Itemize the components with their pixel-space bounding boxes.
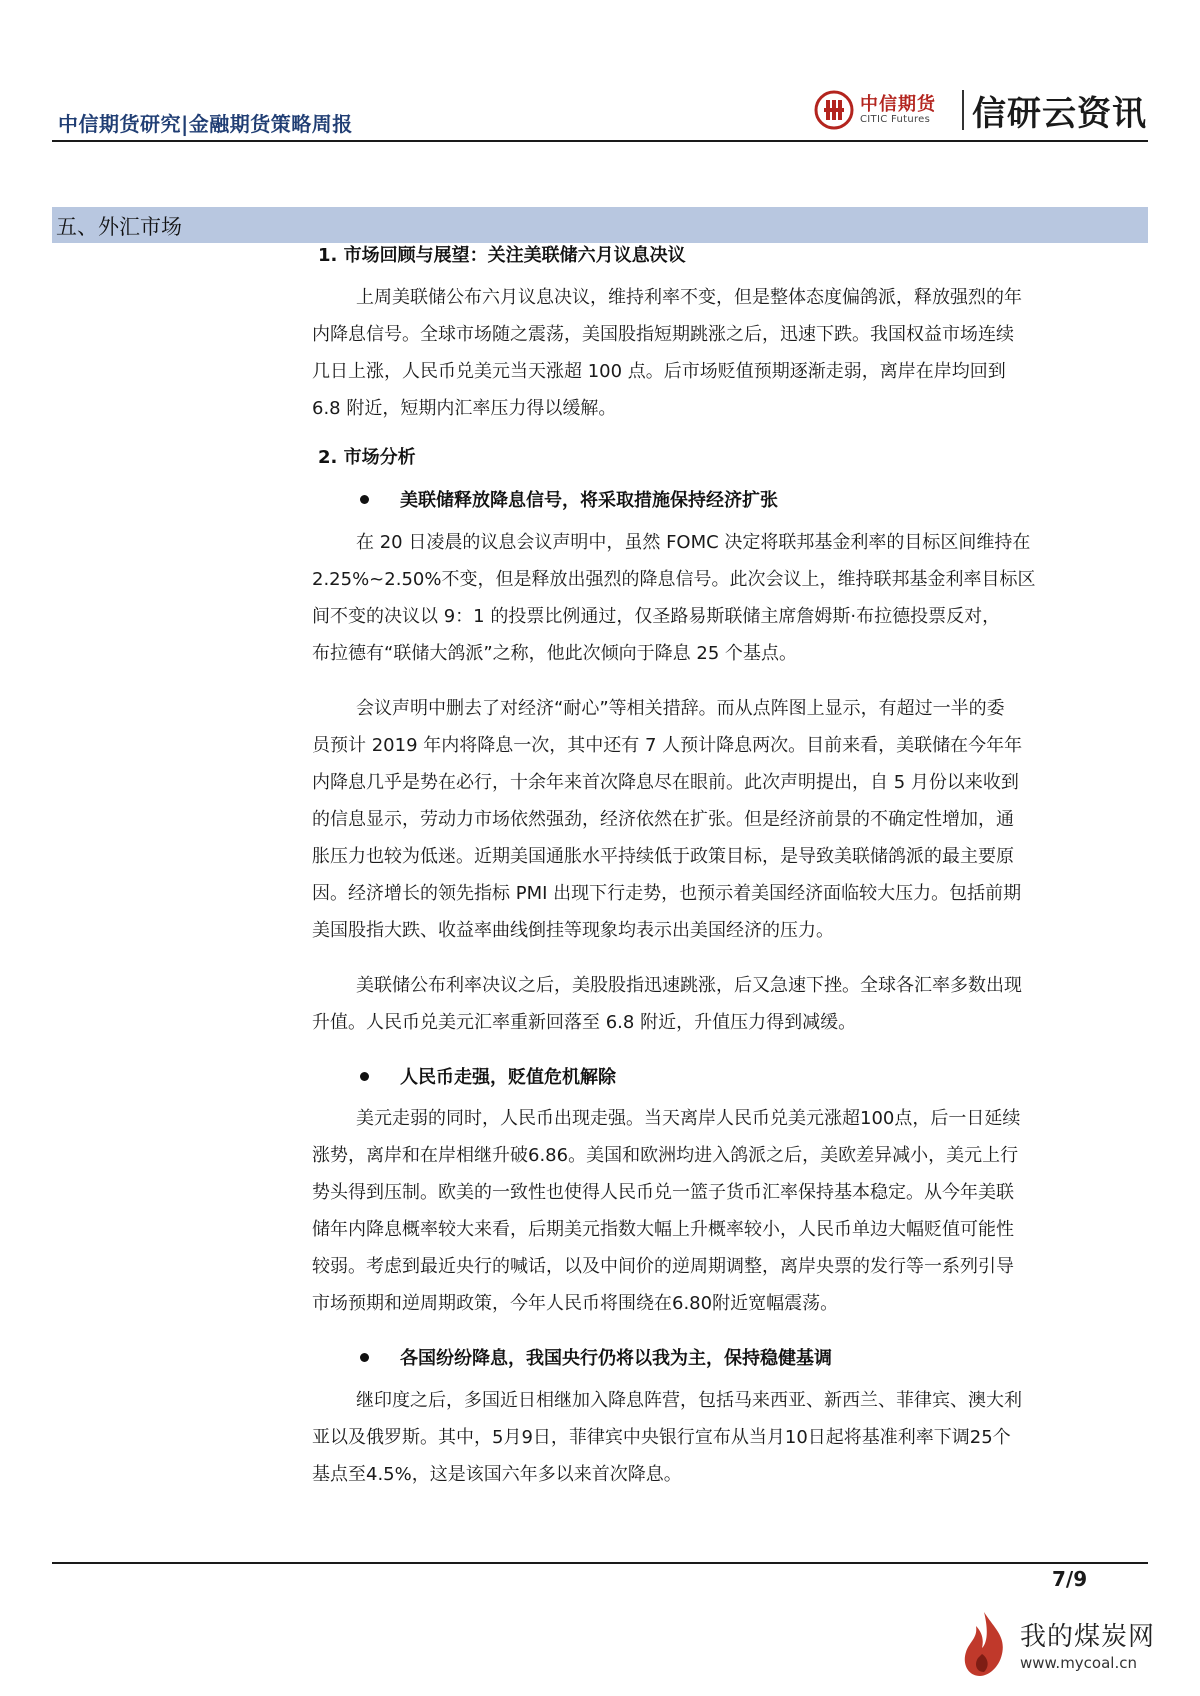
bullet-icon — [360, 495, 369, 504]
paragraph-line: 美国股指大跌、收益率曲线倒挂等现象均表示出美国经济的压力。 — [312, 920, 834, 941]
watermark-text: 我的煤炭网 — [1020, 1622, 1156, 1652]
logo-chinese-name: 中信期货 — [860, 94, 936, 115]
paragraph-line: 美联储公布利率决议之后，美股股指迅速跳涨，后又急速下挫。全球各汇率多数出现 — [356, 975, 1022, 996]
page-number: 7/9 — [1052, 1567, 1088, 1591]
report-header-title: 中信期货研究|金融期货策略周报 — [58, 112, 353, 136]
paragraph-line: 内降息几乎是势在必行，十余年来首次降息尽在眼前。此次声明提出，自 5 月份以来收到 — [312, 772, 1019, 793]
header-rule — [52, 140, 1148, 142]
citic-logo-icon — [814, 90, 854, 130]
paragraph-line: 员预计 2019 年内将降息一次，其中还有 7 人预计降息两次。目前来看，美联储在今年年 — [312, 735, 1023, 756]
subsection-heading-analysis: 2. 市场分析 — [318, 447, 416, 468]
paragraph-line: 升值。人民币兑美元汇率重新回落至 6.8 附近，升值压力得到减缓。 — [312, 1012, 857, 1033]
bullet-heading-text: 各国纷纷降息，我国央行仍将以我为主，保持稳健基调 — [400, 1348, 832, 1369]
section-title: 五、外汇市场 — [56, 215, 182, 239]
paragraph-line: 继印度之后，多国近日相继加入降息阵营，包括马来西亚、新西兰、菲律宾、澳大利 — [356, 1390, 1022, 1411]
paragraph-line: 在 20 日凌晨的议息会议声明中，虽然 FOMC 决定将联邦基金利率的目标区间维持在 — [356, 532, 1031, 553]
paragraph-line: 胀压力也较为低迷。近期美国通胀水平持续低于政策目标，是导致美联储鸽派的最主要原 — [312, 846, 1014, 867]
paragraph-line: 6.8 附近，短期内汇率压力得以缓解。 — [312, 398, 617, 419]
paragraph-line: 上周美联储公布六月议息决议，维持利率不变，但是整体态度偏鸽派，释放强烈的年 — [356, 287, 1022, 308]
paragraph-line: 市场预期和逆周期政策，今年人民币将围绕在6.80附近宽幅震荡。 — [312, 1293, 839, 1314]
paragraph-line: 基点至4.5%，这是该国六年多以来首次降息。 — [312, 1464, 682, 1485]
paragraph-line: 2.25%~2.50%不变，但是释放出强烈的降息信号。此次会议上，维持联邦基金利率目标区 — [312, 569, 1036, 590]
logo-english-name: CITIC Futures — [860, 114, 931, 125]
bullet-icon — [360, 1072, 369, 1081]
paragraph-line: 会议声明中删去了对经济“耐心”等相关措辞。而从点阵图上显示，有超过一半的委 — [356, 698, 1005, 719]
paragraph-line: 内降息信号。全球市场随之震荡，美国股指短期跳涨之后，迅速下跌。我国权益市场连续 — [312, 324, 1014, 345]
citic-logo — [814, 82, 1154, 138]
paragraph-line: 较弱。考虑到最近央行的喊话，以及中间价的逆周期调整，离岸央票的发行等一系列引导 — [312, 1256, 1014, 1277]
subsection-heading-review: 1. 市场回顾与展望：关注美联储六月议息决议 — [318, 245, 686, 266]
paragraph-line: 涨势，离岸和在岸相继升破6.86。美国和欧洲均进入鸽派之后，美欧差异减小，美元上行 — [312, 1145, 1019, 1166]
logo-divider — [962, 90, 964, 130]
watermark-url: www.mycoal.cn — [1020, 1654, 1137, 1672]
flame-logo-icon — [954, 1608, 1014, 1680]
paragraph-line: 几日上涨，人民币兑美元当天涨超 100 点。后市场贬值预期逐渐走弱，离岸在岸均回到 — [312, 361, 1006, 382]
paragraph-line: 因。经济增长的领先指标 PMI 出现下行走势，也预示着美国经济面临较大压力。包括前期 — [312, 883, 1022, 904]
section-heading-bar — [52, 207, 1148, 243]
paragraph-line: 储年内降息概率较大来看，后期美元指数大幅上升概率较小，人民币单边大幅贬值可能性 — [312, 1219, 1014, 1240]
paragraph-line: 的信息显示，劳动力市场依然强劲，经济依然在扩张。但是经济前景的不确定性增加，通 — [312, 809, 1014, 830]
bullet-icon — [360, 1353, 369, 1362]
paragraph-line: 亚以及俄罗斯。其中，5月9日，菲律宾中央银行宣布从当月10日起将基准利率下调25个 — [312, 1427, 1011, 1448]
paragraph-line: 布拉德有“联储大鸽派”之称，他此次倾向于降息 25 个基点。 — [312, 643, 797, 664]
bullet-heading-text: 美联储释放降息信号，将采取措施保持经济扩张 — [400, 490, 778, 511]
paragraph-line: 势头得到压制。欧美的一致性也使得人民币兑一篮子货币汇率保持基本稳定。从今年美联 — [312, 1182, 1014, 1203]
paragraph-line: 美元走弱的同时，人民币出现走强。当天离岸人民币兑美元涨超100点，后一日延续 — [356, 1108, 1021, 1129]
paragraph-line: 间不变的决议以 9：1 的投票比例通过，仅圣路易斯联储主席詹姆斯·布拉德投票反对， — [312, 606, 1001, 627]
footer-rule — [52, 1562, 1148, 1564]
brand-name: 信研云资讯 — [972, 94, 1147, 134]
site-watermark — [954, 1608, 1174, 1688]
bullet-heading-text: 人民币走强，贬值危机解除 — [400, 1067, 616, 1088]
